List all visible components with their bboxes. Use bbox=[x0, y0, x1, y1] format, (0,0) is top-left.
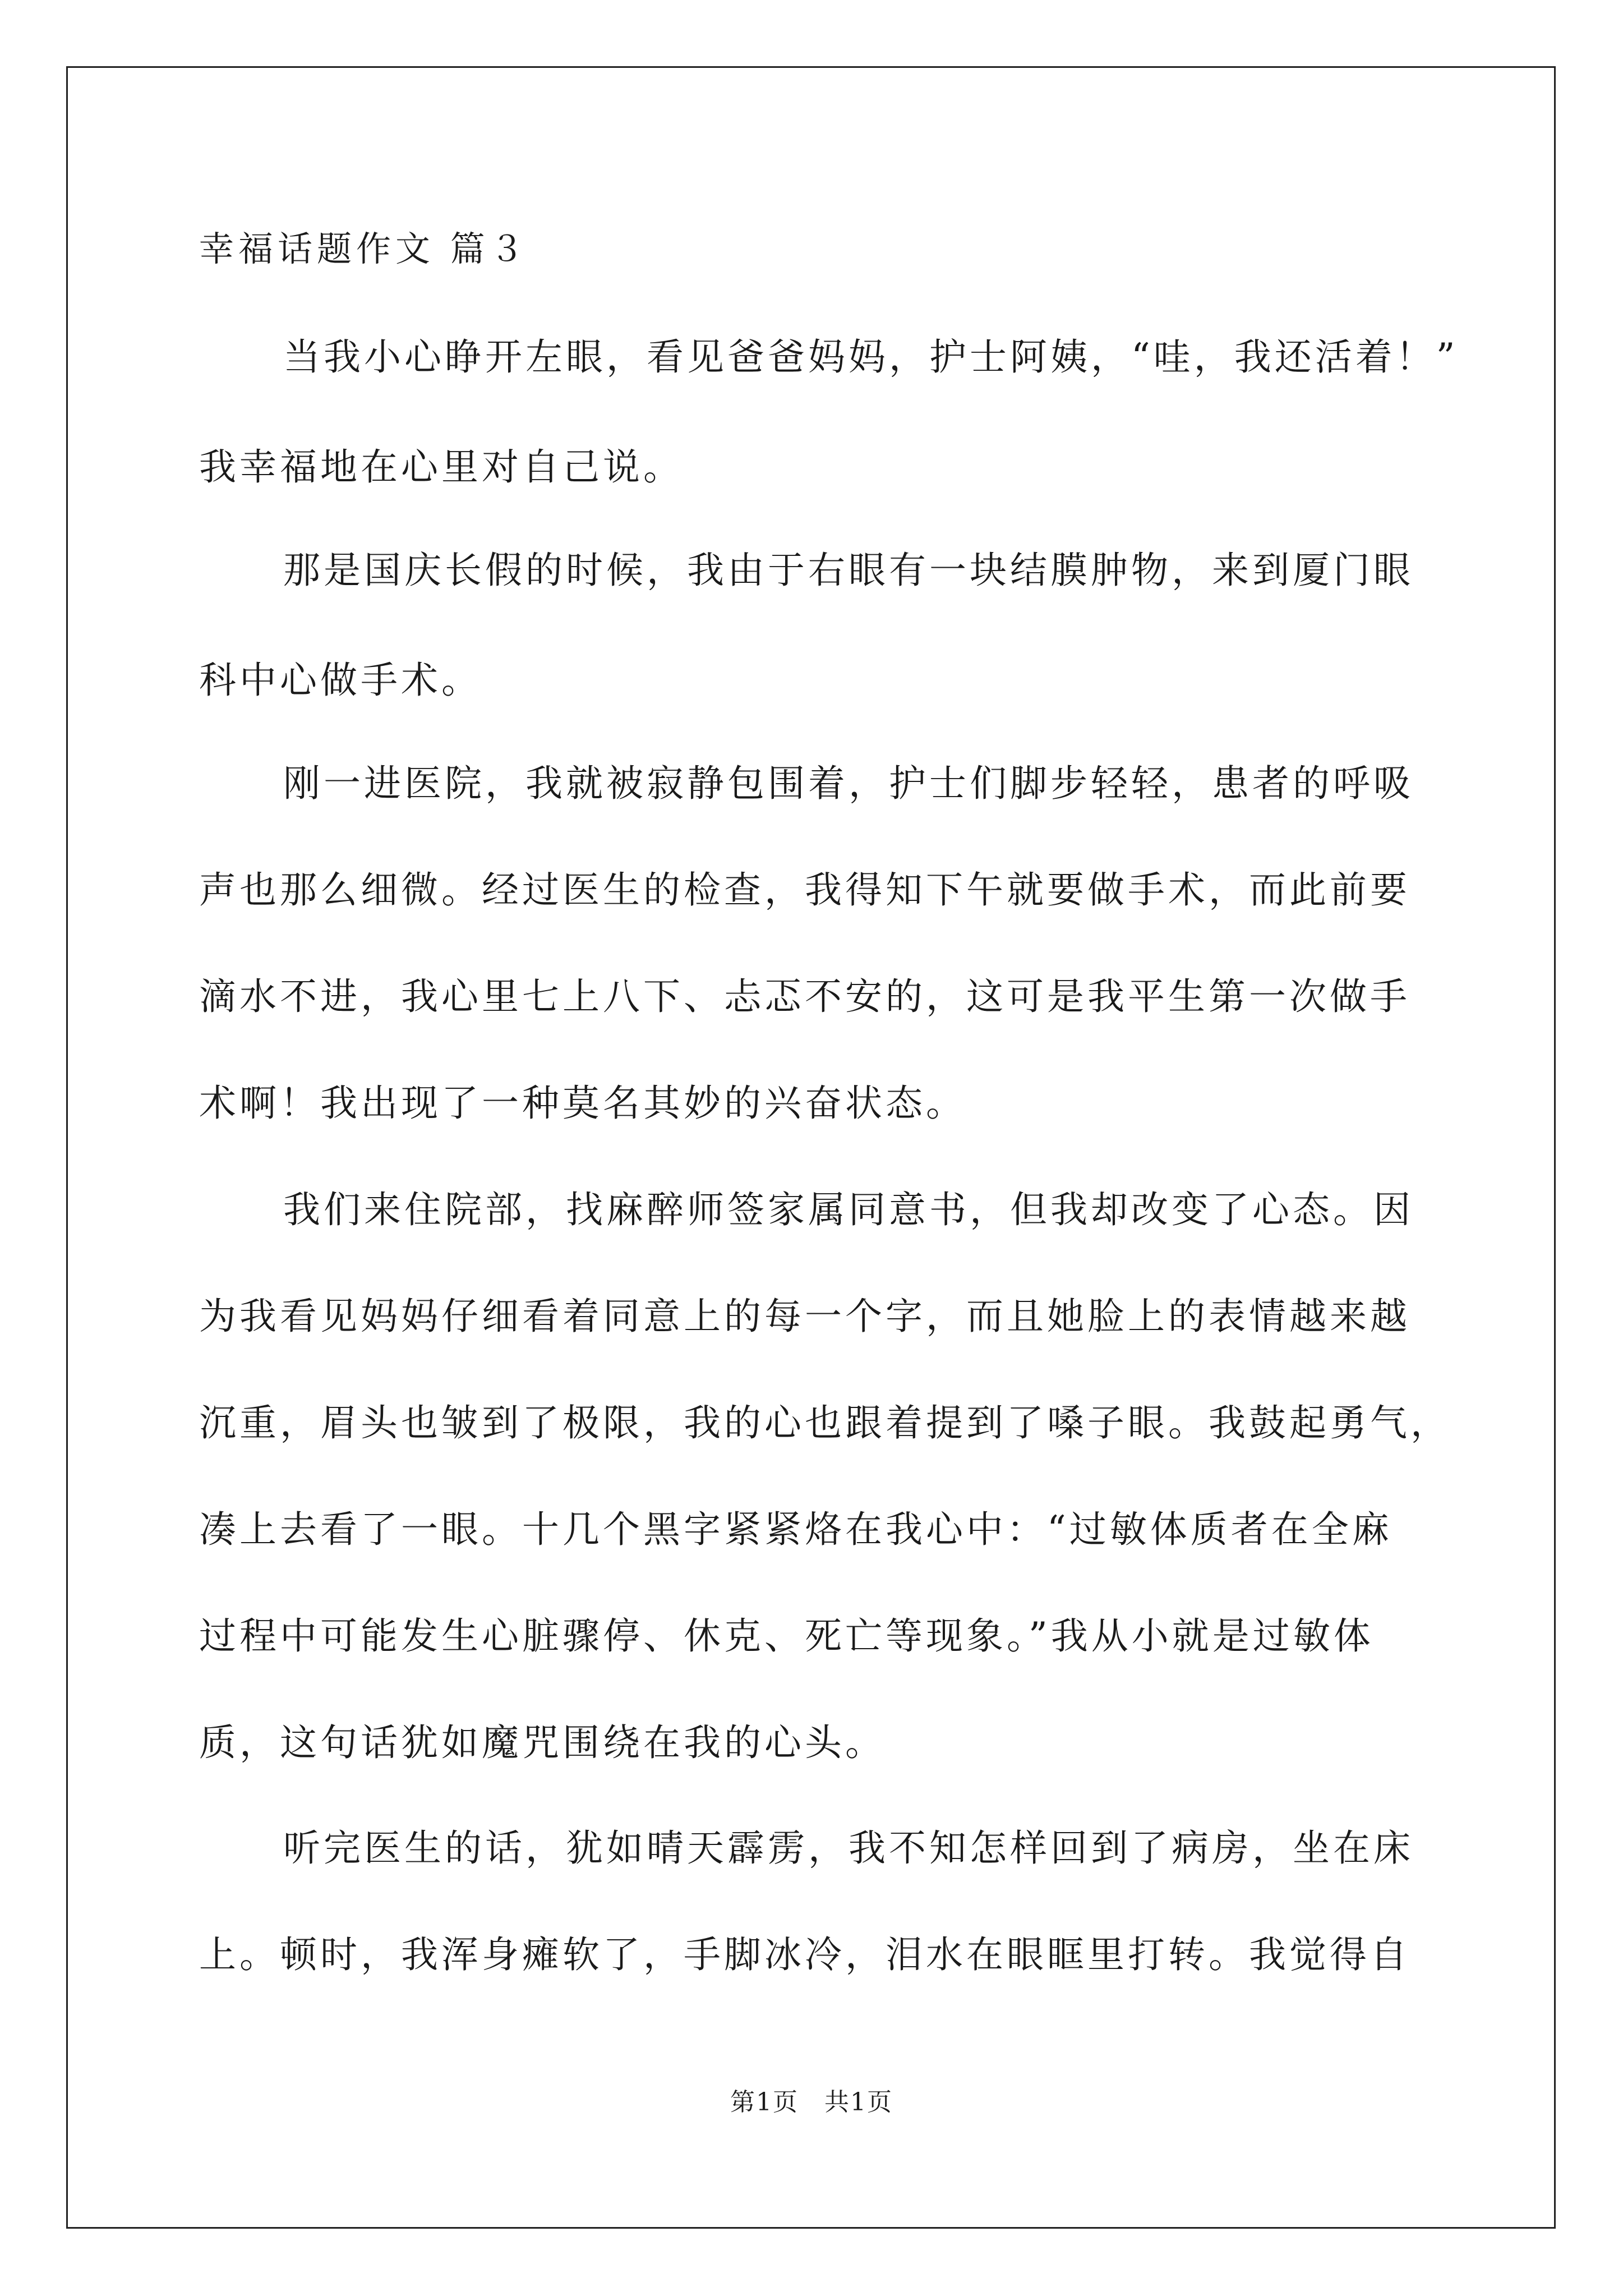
paragraph-line: 质，这句话犹如魔咒围绕在我的心头。 bbox=[199, 1721, 886, 1764]
paragraph-line: 我们来住院部，找麻醉师签家属同意书，但我却改变了心态。因 bbox=[283, 1188, 1414, 1231]
paragraph-line: 听完医生的话，犹如晴天霹雳，我不知怎样回到了病房，坐在床 bbox=[283, 1826, 1414, 1870]
paragraph-line: 我幸福地在心里对自己说。 bbox=[199, 445, 684, 489]
paragraph-line: 凑上去看了一眼。十几个黑字紧紧烙在我心中：“过敏体质者在全麻 bbox=[199, 1508, 1393, 1551]
paragraph-line: 声也那么细微。经过医生的检查，我得知下午就要做手术，而此前要 bbox=[199, 868, 1410, 912]
paragraph-line: 滴水不进，我心里七上八下、忐忑不安的，这可是我平生第一次做手 bbox=[199, 975, 1410, 1018]
paragraph-line: 为我看见妈妈仔细看着同意上的每一个字，而且她脸上的表情越来越 bbox=[199, 1295, 1410, 1338]
paragraph-line: 过程中可能发生心脏骤停、休克、死亡等现象。”我从小就是过敏体 bbox=[199, 1614, 1374, 1658]
paragraph-line: 术啊！我出现了一种莫名其妙的兴奋状态。 bbox=[199, 1082, 966, 1125]
document-title: 幸福话题作文 篇３ bbox=[199, 228, 529, 269]
paragraph-line: 沉重，眉头也皱到了极限，我的心也跟着提到了嗓子眼。我鼓起勇气， bbox=[199, 1401, 1451, 1444]
paragraph-line: 当我小心睁开左眼，看见爸爸妈妈，护士阿姨，“哇，我还活着！” bbox=[283, 335, 1459, 379]
paragraph-line: 刚一进医院，我就被寂静包围着，护士们脚步轻轻，患者的呼吸 bbox=[283, 762, 1414, 805]
paragraph-line: 那是国庆长假的时候，我由于右眼有一块结膜肿物，来到厦门眼 bbox=[283, 549, 1414, 592]
page-footer: 第1页 共1页 bbox=[730, 2088, 893, 2116]
paragraph-line: 科中心做手术。 bbox=[199, 659, 482, 702]
page-border bbox=[66, 66, 1556, 2229]
paragraph-line: 上。顿时，我浑身瘫软了，手脚冰冷，泪水在眼眶里打转。我觉得自 bbox=[199, 1933, 1410, 1976]
